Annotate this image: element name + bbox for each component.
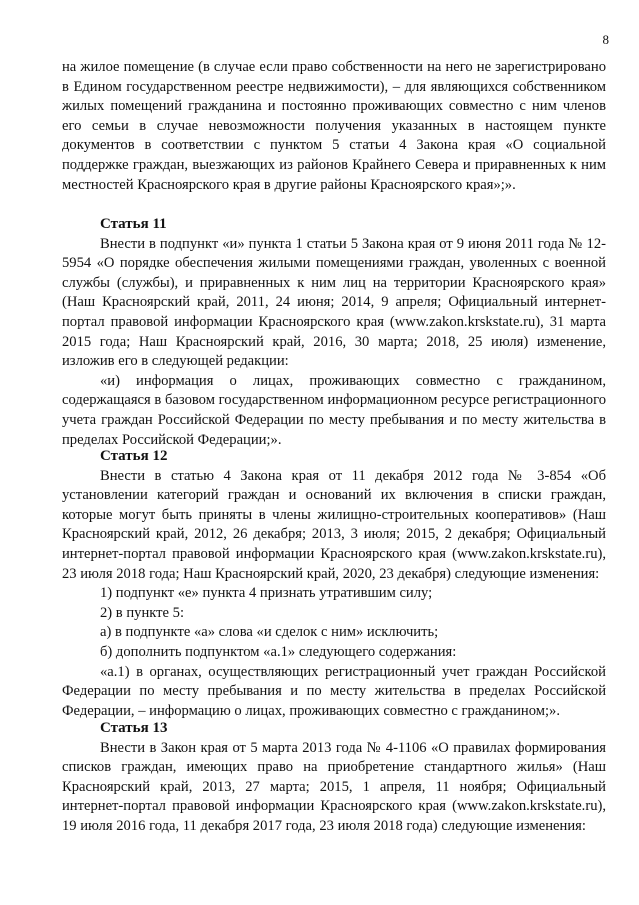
article-11-paragraph-2: «и) информация о лицах, проживающих совместно с гражданином, содержащаяся в базовом государственном информационном ресурсе регистрационного учета граждан Российской Федерации по месту пребывания и по месту жительства в пределах Российской Федерации;». [62,372,606,448]
intro-paragraph: на жилое помещение (в случае если право собственности на него не зарегистрировано в Едином государственном реестре недвижимости), – для являющихся собственником жилых помещений гражданина и постоянно проживающих совместно с ним членов его семьи в случае невозможности получения указанных в настоящем пункте документов в соответствии с пунктом 5 статьи 4 Закона края «О социальной поддержке граждан, выезжающих из районов Крайнего Севера и приравненных к ним местностей Красноярского края в другие районы Красноярского края»;». [62,59,606,193]
page-number: 8 [602,32,609,47]
article-11-heading: Статья 11 [100,216,167,232]
article-12-paragraph-1: Внести в статью 4 Закона края от 11 декабря 2012 года № 3-854 «Об установлении категорий граждан и оснований их включения в списки граждан, которые могут быть приняты в члены жилищно-строительных кооперативов» (Наш Красноярский край, 2012, 26 декабря; 2013, 3 июля; 2015, 2 декабря; Официальный интернет-портал правовой информации Красноярского края (www.zakon.krskstate.ru), 23 июля 2018 года; Наш Красноярский край, 2020, 23 декабря) следующие изменения: [62,467,606,582]
article-12-heading: Статья 12 [100,448,168,464]
list-item: 2) в пункте 5: [100,604,185,621]
article-13 [62,719,606,837]
intro-section [62,58,606,195]
list-item: б) дополнить подпунктом «а.1» следующего содержания: [100,643,457,660]
article-13-heading: Статья 13 [100,720,168,736]
list-item: а) в подпункте «а» слова «и сделок с ним» исключить; [100,624,439,641]
article-12-quote: «а.1) в органах, осуществляющих регистрационный учет граждан Российской Федерации по месту пребывания и по месту жительства в пределах Российской Федерации, – информацию о лицах, проживающих совместно с гражданином;». [62,663,606,719]
article-13-paragraph-1: Внести в Закон края от 5 марта 2013 года № 4-1106 «О правилах формирования списков граждан, имеющих право на приобретение стандартного жилья» (Наш Красноярский край, 2013, 27 марта; 2015, 1 апреля, 11 ноября; Официальный интернет-портал правовой информации Красноярского края (www.zakon.krskstate.ru), 19 июля 2016 года, 11 декабря 2017 года, 23 июля 2018 года) следующие изменения: [62,739,606,834]
list-item: 1) подпункт «е» пункта 4 признать утратившим силу; [100,585,433,602]
article-11-paragraph-1: Внести в подпункт «и» пункта 1 статьи 5 Закона края от 9 июня 2011 года № 12-5954 «О порядке обеспечения жилыми помещениями граждан, уволенных с военной службы (службы), и приравненных к ним лиц на территории Красноярского края» (Наш Красноярский край, 2011, 24 июня; 2014, 9 апреля; Официальный интернет-портал правовой информации Красноярского края (www.zakon.krskstate.ru), 31 марта 2015 года; Наш Красноярский край, 2016, 30 марта; 2018, 25 июля) изменение, изложив его в следующей редакции: [62,235,606,370]
article-11 [62,215,606,450]
article-12 [62,447,606,721]
